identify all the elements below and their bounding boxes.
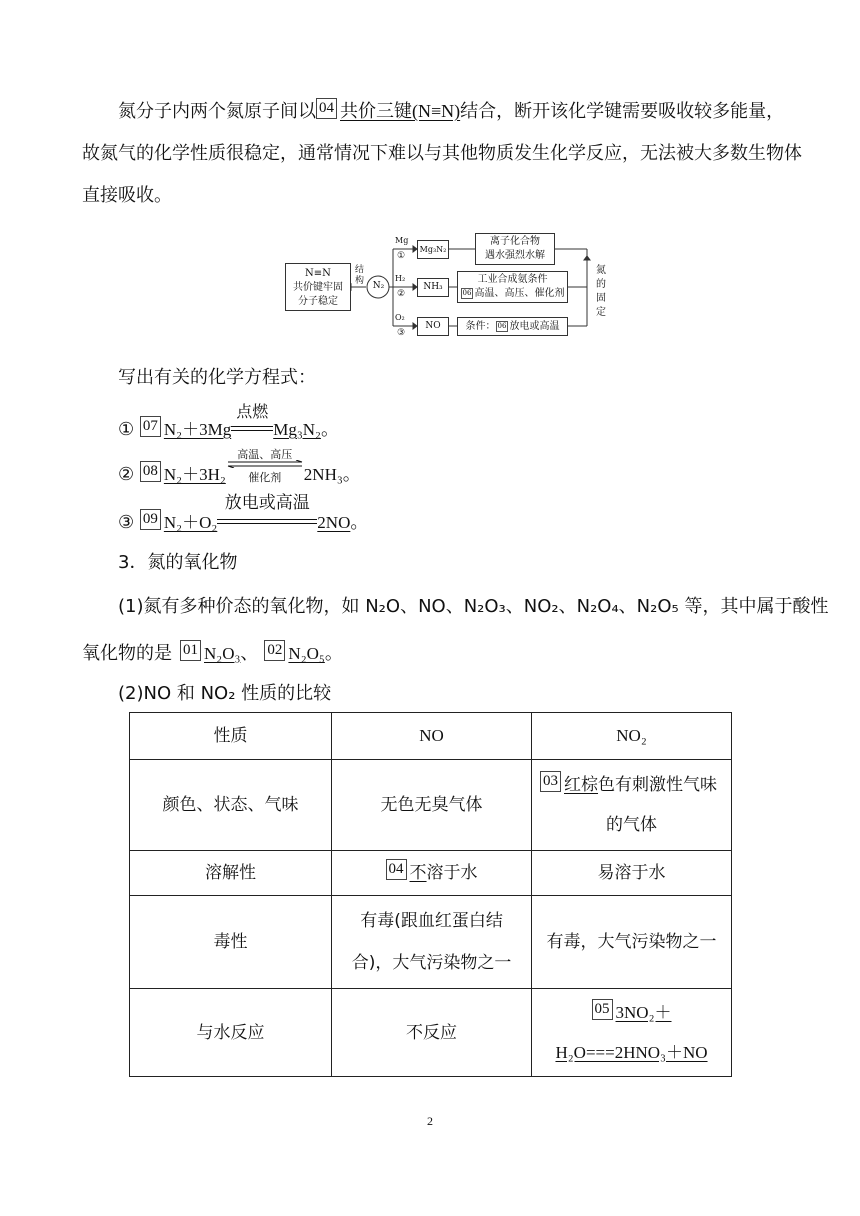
table-cell: 溶解性 — [130, 851, 332, 896]
branch-index: ③ — [397, 328, 406, 338]
section3-p1-line2 — [82, 640, 343, 665]
reaction-arrow — [217, 493, 317, 528]
nitrogen-fixation-label: 氮 的 固 定 — [596, 265, 606, 318]
answer-number-badge: 04 — [316, 98, 337, 119]
center-n2: N₂ — [372, 281, 385, 291]
reagent-label: O₂ — [395, 313, 405, 322]
separator: 、 — [240, 643, 259, 664]
comparison-table — [129, 712, 732, 1077]
structure-line: 共价键牢固 — [293, 282, 343, 293]
cell-text: 有毒(跟血红蛋白结 — [360, 911, 503, 931]
cell-text: 色有刺激性气味 — [598, 775, 718, 795]
para1-text: 氮分子内两个氮原子间以 — [118, 101, 316, 122]
note-line: 离子化合物 — [490, 236, 540, 247]
reaction-condition: 高温、高压 — [237, 448, 293, 461]
equation-2 — [118, 448, 361, 486]
reaction-arrow — [231, 402, 273, 435]
answer-number-badge: 03 — [540, 771, 561, 792]
note-line: 放电或高温 — [509, 321, 560, 332]
structure-line: 分子稳定 — [298, 296, 338, 307]
cell-text: 合)，大气污染物之一 — [351, 953, 512, 973]
end: 。 — [324, 643, 343, 664]
table-cell — [532, 989, 732, 1077]
para1-text-post: 结合，断开该化学键需要吸收较多能量， — [460, 101, 785, 122]
structure-label: 结构 — [355, 265, 365, 286]
branch-index: ① — [397, 251, 406, 261]
answer-number-badge: 04 — [386, 859, 407, 880]
reagent-label: H₂ — [395, 274, 406, 283]
cell-text: 的气体 — [606, 815, 657, 835]
answer-number-badge: 07 — [140, 416, 161, 437]
answer-blank: 不 — [409, 863, 427, 883]
table-row — [130, 896, 732, 989]
product-box: NH₃ — [417, 278, 449, 297]
note-box — [457, 317, 568, 336]
structure-line: N≡N — [305, 268, 331, 279]
equals-sign — [217, 519, 317, 524]
product-box: NO — [417, 317, 449, 336]
answer-number-badge: 09 — [140, 509, 161, 530]
note-line: 高温、高压、催化剂 — [474, 288, 565, 299]
table-cell: 与水反应 — [130, 989, 332, 1077]
equation-left: N₂＋3Mg — [163, 420, 232, 439]
section3-p1-line1: (1)氮有多种价态的氧化物，如 N₂O、NO、N₂O₃、NO₂、N₂O₄、N₂O₅ 等，其中属于酸性 — [118, 596, 829, 617]
equation-right: 2NO — [317, 513, 351, 532]
note-line: 条件： — [465, 321, 496, 332]
table-cell: 易溶于水 — [532, 851, 732, 896]
reaction-condition: 放电或高温 — [224, 493, 310, 513]
answer-blank: N₂O₃ — [204, 644, 241, 663]
answer-blank: 红棕 — [564, 775, 599, 795]
equation-index: ③ — [118, 512, 135, 533]
para1-line2: 故氮气的化学性质很稳定，通常情况下难以与其他物质发生化学反应，无法被大多数生物体 — [82, 143, 802, 164]
cell-text: 溶于水 — [426, 863, 478, 883]
table-cell — [332, 851, 532, 896]
answer-number-badge: 06 — [497, 322, 507, 330]
para1-line1 — [118, 98, 784, 123]
table-cell: 无色无臭气体 — [332, 760, 532, 851]
answer-number-badge: 05 — [592, 999, 613, 1020]
table-cell: 毒性 — [130, 896, 332, 989]
answer-blank: 共价三键(N≡N) — [340, 101, 461, 121]
answer-blank: N₂O₅ — [288, 644, 325, 663]
answer-number-badge: 08 — [140, 461, 161, 482]
section3-p2: (2)NO 和 NO₂ 性质的比较 — [118, 683, 332, 704]
answer-blank: 3NO₂＋ — [615, 1002, 672, 1022]
table-cell: 有毒，大气污染物之一 — [532, 896, 732, 989]
table-header-row — [130, 713, 732, 760]
text: 氧化物的是 — [82, 643, 172, 664]
answer-number-badge: 06 — [462, 289, 472, 297]
note-line: 工业合成氨条件 — [477, 274, 548, 285]
branch-index: ② — [397, 289, 406, 299]
table-row — [130, 760, 732, 851]
section-title: 3．氮的氧化物 — [118, 552, 238, 573]
product-box: Mg₃N₂ — [417, 240, 449, 259]
table-cell: 不反应 — [332, 989, 532, 1077]
table-cell: 颜色、状态、气味 — [130, 760, 332, 851]
equation-right: 2NH₃ — [303, 465, 343, 484]
equation-index: ② — [118, 464, 135, 485]
answer-number-badge: 02 — [264, 640, 285, 661]
equation-left: N₂＋O₂ — [163, 513, 218, 532]
equation-left: N₂＋3H₂ — [163, 465, 226, 484]
note-box — [457, 271, 568, 303]
nitrogen-diagram — [285, 230, 615, 345]
table-row — [130, 851, 732, 896]
equals-sign — [231, 426, 273, 431]
table-header: NO — [332, 713, 532, 760]
equations-intro: 写出有关的化学方程式： — [118, 367, 316, 388]
table-cell — [532, 760, 732, 851]
table-cell — [332, 896, 532, 989]
para1-line3: 直接吸收。 — [82, 185, 172, 206]
equation-end: 。 — [350, 512, 369, 533]
reagent-label: Mg — [395, 236, 409, 245]
note-line: 遇水强烈水解 — [485, 250, 545, 261]
equation-end: 。 — [320, 419, 339, 440]
equation-right: Mg₃N₂ — [273, 420, 321, 439]
table-header: NO₂ — [532, 713, 732, 760]
answer-number-badge: 01 — [180, 640, 201, 661]
equation-3 — [118, 493, 369, 534]
equation-index: ① — [118, 419, 135, 440]
reaction-condition: 催化剂 — [248, 471, 282, 484]
structure-box — [285, 263, 351, 311]
table-row — [130, 989, 732, 1077]
table-header: 性质 — [130, 713, 332, 760]
reversible-arrow — [226, 448, 304, 484]
answer-blank: H₂O===2HNO₃＋NO — [555, 1042, 708, 1062]
reaction-condition: 点燃 — [236, 402, 269, 421]
note-box — [475, 233, 555, 265]
page-number: 2 — [427, 1114, 433, 1128]
equation-end: 。 — [342, 464, 361, 485]
equation-1 — [118, 402, 339, 441]
